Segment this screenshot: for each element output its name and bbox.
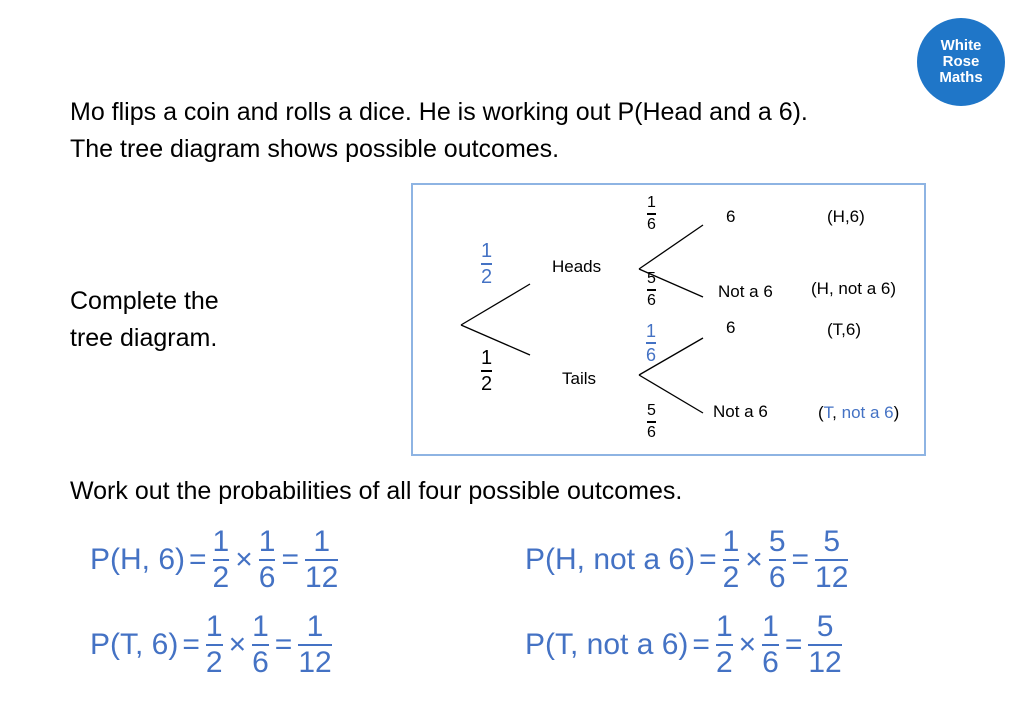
label-tails: Tails [562, 369, 597, 388]
equation-h6: P(H, 6) = 1 2 × 1 6 = 1 12 [90, 525, 339, 594]
outcome-h6: (H,6) [827, 207, 865, 226]
tree-diagram-box [411, 183, 926, 456]
prob-heads-not6: 5 6 [647, 270, 656, 309]
outcome-t-not6: (T, not a 6) [818, 403, 900, 422]
logo-line-1: White [940, 37, 982, 54]
intro-line-1: Mo flips a coin and rolls a dice. He is working out P(Head and a 6). [70, 98, 808, 126]
prob-heads: 1 2 [481, 240, 493, 288]
equation-t6: P(T, 6) = 1 2 × 1 6 = 1 12 [90, 610, 332, 679]
label-heads-6: 6 [726, 207, 736, 226]
task-work-out: Work out the probabilities of all four possible outcomes. [70, 477, 683, 505]
logo-line-2: Rose [942, 53, 980, 70]
label-tails-not6: Not a 6 [713, 402, 768, 421]
prob-tails-6: 1 6 [646, 321, 657, 365]
branch-heads [461, 284, 530, 325]
prob-heads-6: 1 6 [647, 194, 656, 233]
prob-tails: 1 2 [481, 347, 493, 395]
label-heads: Heads [552, 257, 602, 276]
question-intro [70, 94, 808, 168]
outcome-t6: (T,6) [827, 320, 861, 339]
outcome-h-not6: (H, not a 6) [811, 279, 897, 298]
equation-t-not6: P(T, not a 6) = 1 2 × 1 6 = 5 12 [525, 610, 842, 679]
task1-line-2: tree diagram. [70, 324, 218, 352]
equation-h-not6: P(H, not a 6) = 1 2 × 5 6 = 5 12 [525, 525, 849, 594]
logo-line-3: Maths [939, 69, 983, 86]
label-tails-6: 6 [726, 318, 736, 337]
branch-tails [461, 325, 530, 355]
label-heads-not6: Not a 6 [718, 282, 773, 301]
task1-line-1: Complete the [70, 287, 219, 315]
white-rose-maths-logo [917, 18, 1005, 106]
prob-tails-not6: 5 6 [647, 402, 656, 441]
intro-line-2: The tree diagram shows possible outcomes. [70, 135, 560, 163]
task-complete-tree [70, 283, 219, 357]
